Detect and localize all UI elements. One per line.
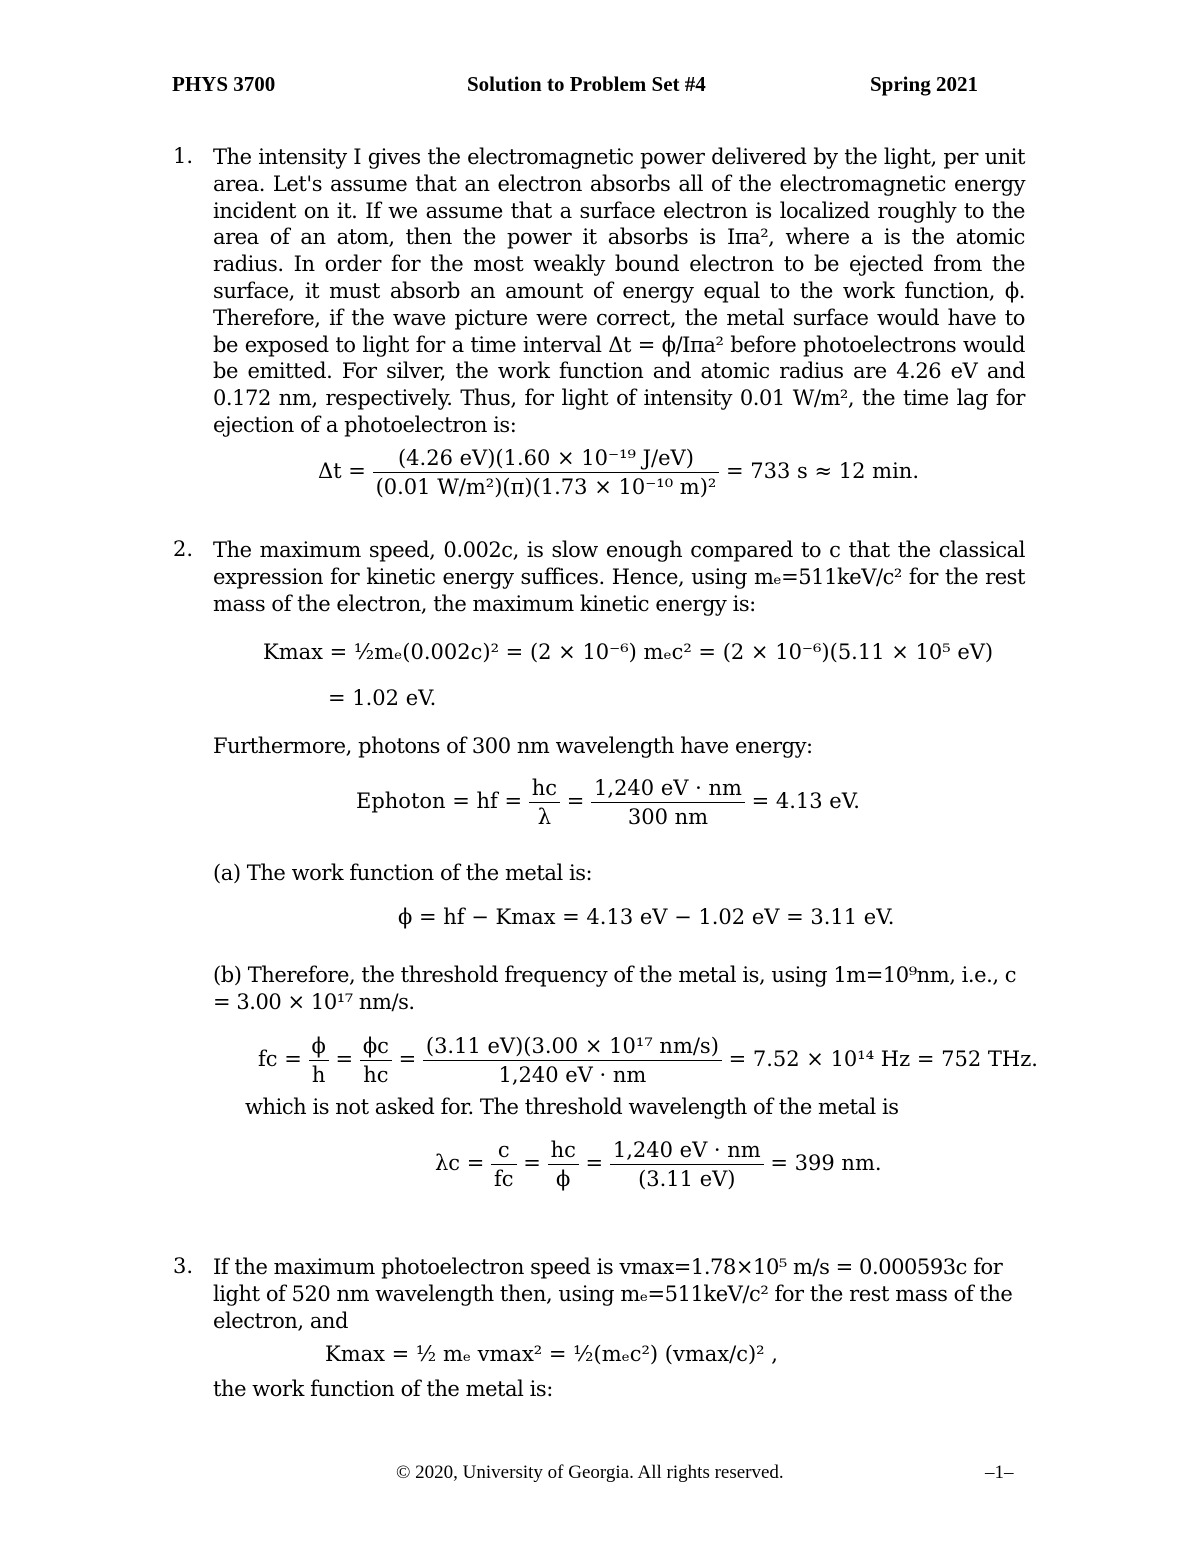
document-title: Solution to Problem Set #4 <box>467 72 706 96</box>
not-asked-text: which is not asked for. The threshold wavelength of the metal is <box>245 1095 899 1119</box>
photon-intro-text: Furthermore, photons of 300 nm wavelength have energy: <box>213 734 813 758</box>
lc-fraction-3 <box>610 1138 764 1191</box>
lc-f2-num: hc <box>548 1138 579 1165</box>
copyright: © 2020, University of Georgia. All rights reserved. <box>396 1462 784 1483</box>
photon-f1-num: hc <box>529 776 560 803</box>
photon-f2-den: 300 nm <box>627 805 709 829</box>
fc-fraction-3 <box>423 1034 722 1087</box>
fc-f3-den: 1,240 eV · nm <box>498 1063 647 1087</box>
lc-f3-den: (3.11 eV) <box>638 1167 736 1191</box>
fc-lhs: fc = <box>258 1047 302 1071</box>
lc-f1-num: c <box>491 1138 517 1165</box>
lc-lhs: λc = <box>435 1151 485 1175</box>
lc-f3-num: 1,240 eV · nm <box>610 1138 764 1165</box>
fc-f1-den: h <box>311 1063 326 1087</box>
term: Spring 2021 <box>870 72 978 96</box>
photon-fraction-2 <box>591 776 745 829</box>
threshold-frequency-equation: fc = $\frac{\phi}{h}$ = $\frac{\phi c}{hc}$ = $\frac{\text{(3.11 eV)(3.00 × 10¹⁷ nm/s)}}{1,240 eV \cdot nm}$ = 7.52 × 10¹⁴ Hz = 752 THz. <box>258 1034 1038 1087</box>
photon-energy-equation: Ephoton = hf = $\frac{hc}{\lambda}$ = $\frac{1,240 eV \cdot nm}{300 nm}$ = 4.13 eV. <box>356 776 860 829</box>
work-function-equation: ϕ = hf − Kmax = 4.13 eV − 1.02 eV = 3.11 eV. <box>398 905 895 929</box>
problem-3-text: If the maximum photoelectron speed is vmax=1.78×10⁵ m/s = 0.000593c for light of 520 nm wavelength then, using mₑ=511keV/c² for the rest mass of the electron, and <box>213 1255 1013 1333</box>
part-a-text: (a) The work function of the metal is: <box>213 861 593 885</box>
kmax-equation-line-2: = 1.02 eV. <box>328 686 437 710</box>
fc-f3-num: (3.11 eV)(3.00 × 10¹⁷ nm/s) <box>423 1034 722 1061</box>
kmax-equation-line-1: Kmax = ½mₑ(0.002c)² = (2 × 10⁻⁶) mₑc² = (2 × 10⁻⁶)(5.11 × 10⁵ eV) <box>263 640 994 664</box>
problem-1-equation <box>318 446 919 499</box>
fc-rhs: = 7.52 × 10¹⁴ Hz = 752 THz. <box>728 1047 1038 1071</box>
eq-denominator: (0.01 W/m²)(π)(1.73 × 10⁻¹⁰ m)² <box>375 475 717 499</box>
page-number: –1– <box>985 1462 1014 1483</box>
photon-rhs: = 4.13 eV. <box>751 789 860 813</box>
lc-fraction-1 <box>491 1138 517 1191</box>
problem-1-text: The intensity I gives the electromagnetic power delivered by the light, per unit area. Let's assume that an electron absorbs all of the electromagnetic energy incident on it. If we assume that a surface electron is localized roughly to the area of an atom, then the power it absorbs is Iπa², where a is the atomic radius. In order for the most weakly bound electron to be ejected from the surface, it must absorb an amount of energy equal to the work function, ϕ. Therefore, if the wave picture were correct, the metal surface would have to be exposed to light for a time interval Δt = ϕ/Iπa² before photoelectrons would be emitted. For silver, the work function and atomic radius are 4.26 eV and 0.172 nm, respectively. Thus, for light of intensity 0.01 W/m², the time lag for ejection of a photoelectron is: <box>213 145 1025 437</box>
problem-3-equation: Kmax = ½ mₑ vmax² = ½(mₑc²) (vmax/c)² , <box>325 1342 778 1366</box>
threshold-wavelength-equation: λc = $\frac{c}{fc}$ = $\frac{hc}{\phi}$ = $\frac{1,240 eV \cdot nm}{(3.11 eV)}$ = 399 nm. <box>435 1138 882 1191</box>
lc-fraction-2 <box>548 1138 579 1191</box>
problem-3-tail-text: the work function of the metal is: <box>213 1377 553 1401</box>
photon-lhs: Ephoton = hf = <box>356 789 523 813</box>
photon-fraction-1 <box>529 776 560 829</box>
eq-fraction <box>373 446 720 499</box>
fc-fraction-2 <box>360 1034 392 1087</box>
photon-f2-num: 1,240 eV · nm <box>591 776 745 803</box>
lc-f2-den: ϕ <box>556 1167 571 1191</box>
problem-1-number: 1. <box>173 144 194 168</box>
fc-f2-den: hc <box>363 1063 389 1087</box>
photon-f1-den: λ <box>537 805 552 829</box>
problem-2-number: 2. <box>173 537 194 561</box>
fc-f1-num: ϕ <box>309 1034 329 1061</box>
lc-f1-den: fc <box>494 1167 514 1191</box>
course-code: PHYS 3700 <box>172 72 276 96</box>
eq-lhs: Δt = <box>318 459 366 483</box>
eq-rhs: = 733 s ≈ 12 min. <box>726 459 919 483</box>
lc-rhs: = 399 nm. <box>770 1151 882 1175</box>
fc-fraction-1 <box>309 1034 329 1087</box>
fc-f2-num: ϕc <box>360 1034 392 1061</box>
part-b-text: (b) Therefore, the threshold frequency of the metal is, using 1m=10⁹nm, i.e., c = 3.00 × 10¹⁷ nm/s. <box>213 963 1017 1014</box>
problem-2-text: The maximum speed, 0.002c, is slow enough compared to c that the classical expression for kinetic energy suffices. Hence, using mₑ=511keV/c² for the rest mass of the electron, the maximum kinetic energy is: <box>213 538 1025 616</box>
eq-numerator: (4.26 eV)(1.60 × 10⁻¹⁹ J/eV) <box>373 446 720 473</box>
problem-3-number: 3. <box>173 1254 194 1278</box>
